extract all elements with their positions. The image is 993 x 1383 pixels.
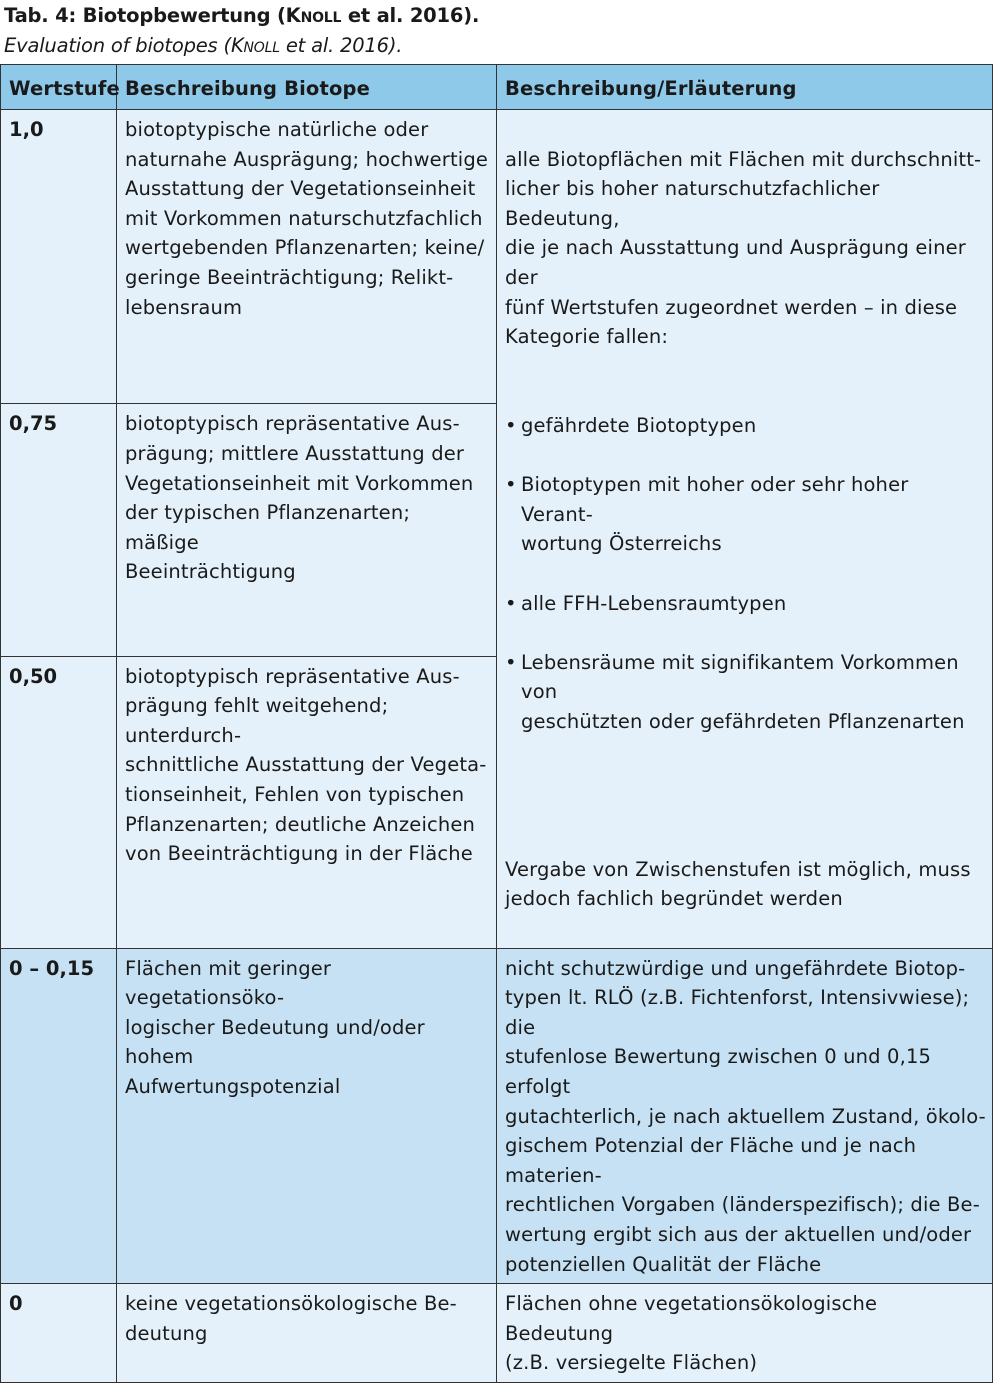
row-explanation-merged [497,110,993,949]
table-row [1,110,993,404]
explanation-intro: alle Biotopflächen mit Flächen mit durchschnitt- licher bis hoher naturschutzfachlicher Bedeutung, die je nach Ausstattung und Ausprägung einer der fünf Wertstufen zugeordnet werden – in diese Kategorie fallen: [505,147,982,349]
explanation-note: Vergabe von Zwischenstufen ist möglich, muss jedoch fachlich begründet werden [505,857,971,911]
table-row [1,1284,993,1383]
row-biotope-description: biotoptypisch repräsentative Aus- prägung; mittlere Ausstattung der Vegetationseinheit mit Vorkommen der typischen Pflanzenarten; mäßige Beeinträchtigung [117,404,497,656]
bullet-icon: • [505,591,517,615]
row-biotope-description: biotoptypische natürliche oder naturnahe Ausprägung; hochwertige Ausstattung der Vegetationseinheit mit Vorkommen naturschutzfachlich wertgebenden Pflanzenarten; keine/ geringe Beeinträchtigung; Relikt- lebensraum [117,110,497,404]
table-caption-title [4,4,479,27]
list-item [505,411,986,441]
list-item-text: gefährdete Biotoptypen [521,413,757,437]
row-biotope-description: keine vegetationsökologische Be- deutung [117,1284,497,1383]
caption-title-suffix: et al. 2016). [341,4,480,27]
explanation-bullet-list [505,381,986,766]
bullet-icon: • [505,413,517,437]
caption-title-prefix: Tab. 4: Biotopbewertung ( [4,4,286,27]
table-row [1,948,993,1284]
header-beschreibung-erlaeuterung: Beschreibung/Erläuterung [497,65,993,110]
row-biotope-description: Flächen mit geringer vegetationsöko- logischer Bedeutung und/oder hohem Aufwertungspotenzial [117,948,497,1284]
list-item [505,470,986,559]
bullet-icon: • [505,650,517,674]
table-header-row [1,65,993,110]
list-item-text: Biotoptypen mit hoher oder sehr hoher Verant- wortung Österreichs [521,473,909,556]
table-caption-subtitle [4,34,402,57]
bullet-icon: • [505,473,517,497]
row-explanation: Flächen ohne vegetationsökologische Bedeutung (z.B. versiegelte Flächen) [497,1284,993,1383]
row-value: 1,0 [1,110,117,404]
header-wertstufe: Wertstufe [1,65,117,110]
list-item-text: Lebensräume mit signifikantem Vorkommen von geschützten oder gefährdeten Pflanzenarten [521,650,965,733]
list-item-text: alle FFH-Lebensraumtypen [521,591,787,615]
row-biotope-description: biotoptypisch repräsentative Aus- prägung fehlt weitgehend; unterdurch- schnittliche Ausstattung der Vegeta- tionseinheit, Fehlen von typischen Pflanzenarten; deutliche Anzeichen von Beeinträchtigung in der Fläche [117,656,497,948]
paragraph-gap [505,796,986,826]
list-item [505,648,986,737]
row-value: 0 – 0,15 [1,948,117,1284]
row-value: 0 [1,1284,117,1383]
row-explanation: nicht schutzwürdige und ungefährdete Biotop- typen lt. RLÖ (z.B. Fichtenforst, Intensivwiese); die stufenlose Bewertung zwischen 0 und 0,15 erfolgt gutachterlich, je nach aktuellem Zustand, ökolo- gischem Potenzial der Fläche und je nach materien- rechtlichen Vorgaben (länderspezifisch); die Be- wertung ergibt sich aus der aktuellen und/oder potenziellen Qualität der Fläche [497,948,993,1284]
caption-title-author: Knoll [285,4,342,27]
list-item [505,589,986,619]
caption-subtitle-prefix: Evaluation of biotopes ( [4,34,231,57]
row-value: 0,50 [1,656,117,948]
caption-subtitle-author: Knoll [230,34,280,57]
row-value: 0,75 [1,404,117,656]
header-beschreibung-biotope: Beschreibung Biotope [117,65,497,110]
caption-subtitle-suffix: et al. 2016). [279,34,403,57]
biotope-evaluation-table [0,64,993,1383]
